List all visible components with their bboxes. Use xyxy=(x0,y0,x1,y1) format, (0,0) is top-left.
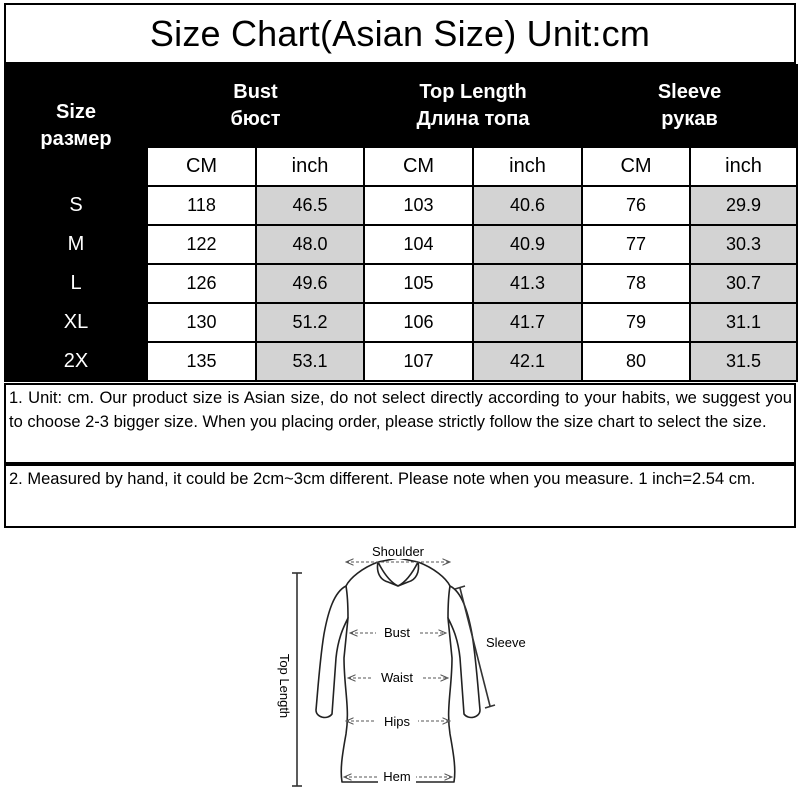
top-length-cm-value: 107 xyxy=(364,342,473,381)
table-row xyxy=(5,186,797,225)
top-length-header-en: Top Length xyxy=(419,81,527,103)
unit-header-inch: inch xyxy=(473,147,582,186)
unit-header-inch: inch xyxy=(256,147,364,186)
size-column-header xyxy=(5,65,147,186)
top-length-inch-value: 41.7 xyxy=(473,303,582,342)
table-row xyxy=(5,342,797,381)
bust-inch-value: 46.5 xyxy=(256,186,364,225)
hips-label: Hips xyxy=(383,714,411,729)
sleeve-header xyxy=(582,65,797,147)
sleeve-cm-value: 80 xyxy=(582,342,690,381)
bust-inch-value: 53.1 xyxy=(256,342,364,381)
size-header-ru: размер xyxy=(40,127,112,150)
sleeve-inch-value: 30.3 xyxy=(690,225,797,264)
top-length-inch-value: 42.1 xyxy=(473,342,582,381)
top-length-inch-value: 40.6 xyxy=(473,186,582,225)
bust-header xyxy=(147,65,364,147)
note-measurement: 2. Measured by hand, it could be 2cm~3cm different. Please note when you measure. 1 inch=2.54 cm. xyxy=(4,464,796,528)
bust-cm-value: 126 xyxy=(147,264,256,303)
top-length-header-ru: Длина топа xyxy=(416,108,530,130)
unit-header-cm: CM xyxy=(147,147,256,186)
unit-header-inch: inch xyxy=(690,147,797,186)
sleeve-label: Sleeve xyxy=(486,635,526,650)
waist-label: Waist xyxy=(380,670,414,685)
table-row xyxy=(5,264,797,303)
size-label: XL xyxy=(5,303,147,342)
sleeve-cm-value: 78 xyxy=(582,264,690,303)
chart-title xyxy=(4,3,796,64)
top-length-cm-value: 105 xyxy=(364,264,473,303)
bust-cm-value: 135 xyxy=(147,342,256,381)
sleeve-header-ru: рукав xyxy=(661,108,718,130)
size-label: 2X xyxy=(5,342,147,381)
table-row xyxy=(5,303,797,342)
table-row xyxy=(5,225,797,264)
sleeve-cm-value: 76 xyxy=(582,186,690,225)
size-header-en: Size xyxy=(55,100,97,123)
top-length-inch-value: 40.9 xyxy=(473,225,582,264)
top-length-cm-value: 106 xyxy=(364,303,473,342)
sleeve-header-en: Sleeve xyxy=(657,81,722,103)
unit-header-cm: CM xyxy=(364,147,473,186)
unit-header-cm: CM xyxy=(582,147,690,186)
sleeve-cm-value: 79 xyxy=(582,303,690,342)
shoulder-label: Shoulder xyxy=(371,544,425,559)
chart-title-text: Size Chart(Asian Size) Unit:cm xyxy=(149,12,651,54)
note-unit: 1. Unit: cm. Our product size is Asian size, do not select directly according to your habits, we suggest you to choose 2-3 bigger size. When you placing order, please strictly follow the size chart to select the size. xyxy=(4,383,796,464)
bust-cm-value: 122 xyxy=(147,225,256,264)
measurement-diagram xyxy=(250,538,550,800)
bust-label: Bust xyxy=(383,625,411,640)
top-length-label: Top Length xyxy=(277,653,292,719)
sleeve-inch-value: 29.9 xyxy=(690,186,797,225)
top-length-cm-value: 103 xyxy=(364,186,473,225)
hem-label: Hem xyxy=(383,769,411,784)
top-length-cm-value: 104 xyxy=(364,225,473,264)
bust-header-ru: бюст xyxy=(230,108,281,130)
bust-cm-value: 118 xyxy=(147,186,256,225)
size-label: M xyxy=(5,225,147,264)
top-length-header xyxy=(364,65,582,147)
sleeve-inch-value: 31.1 xyxy=(690,303,797,342)
bust-inch-value: 51.2 xyxy=(256,303,364,342)
size-label: S xyxy=(5,186,147,225)
top-length-inch-value: 41.3 xyxy=(473,264,582,303)
sleeve-cm-value: 77 xyxy=(582,225,690,264)
dress-diagram xyxy=(250,538,550,800)
bust-inch-value: 49.6 xyxy=(256,264,364,303)
top-length-measure-line xyxy=(292,573,302,786)
sleeve-inch-value: 31.5 xyxy=(690,342,797,381)
bust-cm-value: 130 xyxy=(147,303,256,342)
table-header-row xyxy=(5,65,797,147)
sleeve-inch-value: 30.7 xyxy=(690,264,797,303)
size-table xyxy=(4,64,798,382)
size-label: L xyxy=(5,264,147,303)
bust-header-en: Bust xyxy=(233,81,278,103)
bust-inch-value: 48.0 xyxy=(256,225,364,264)
